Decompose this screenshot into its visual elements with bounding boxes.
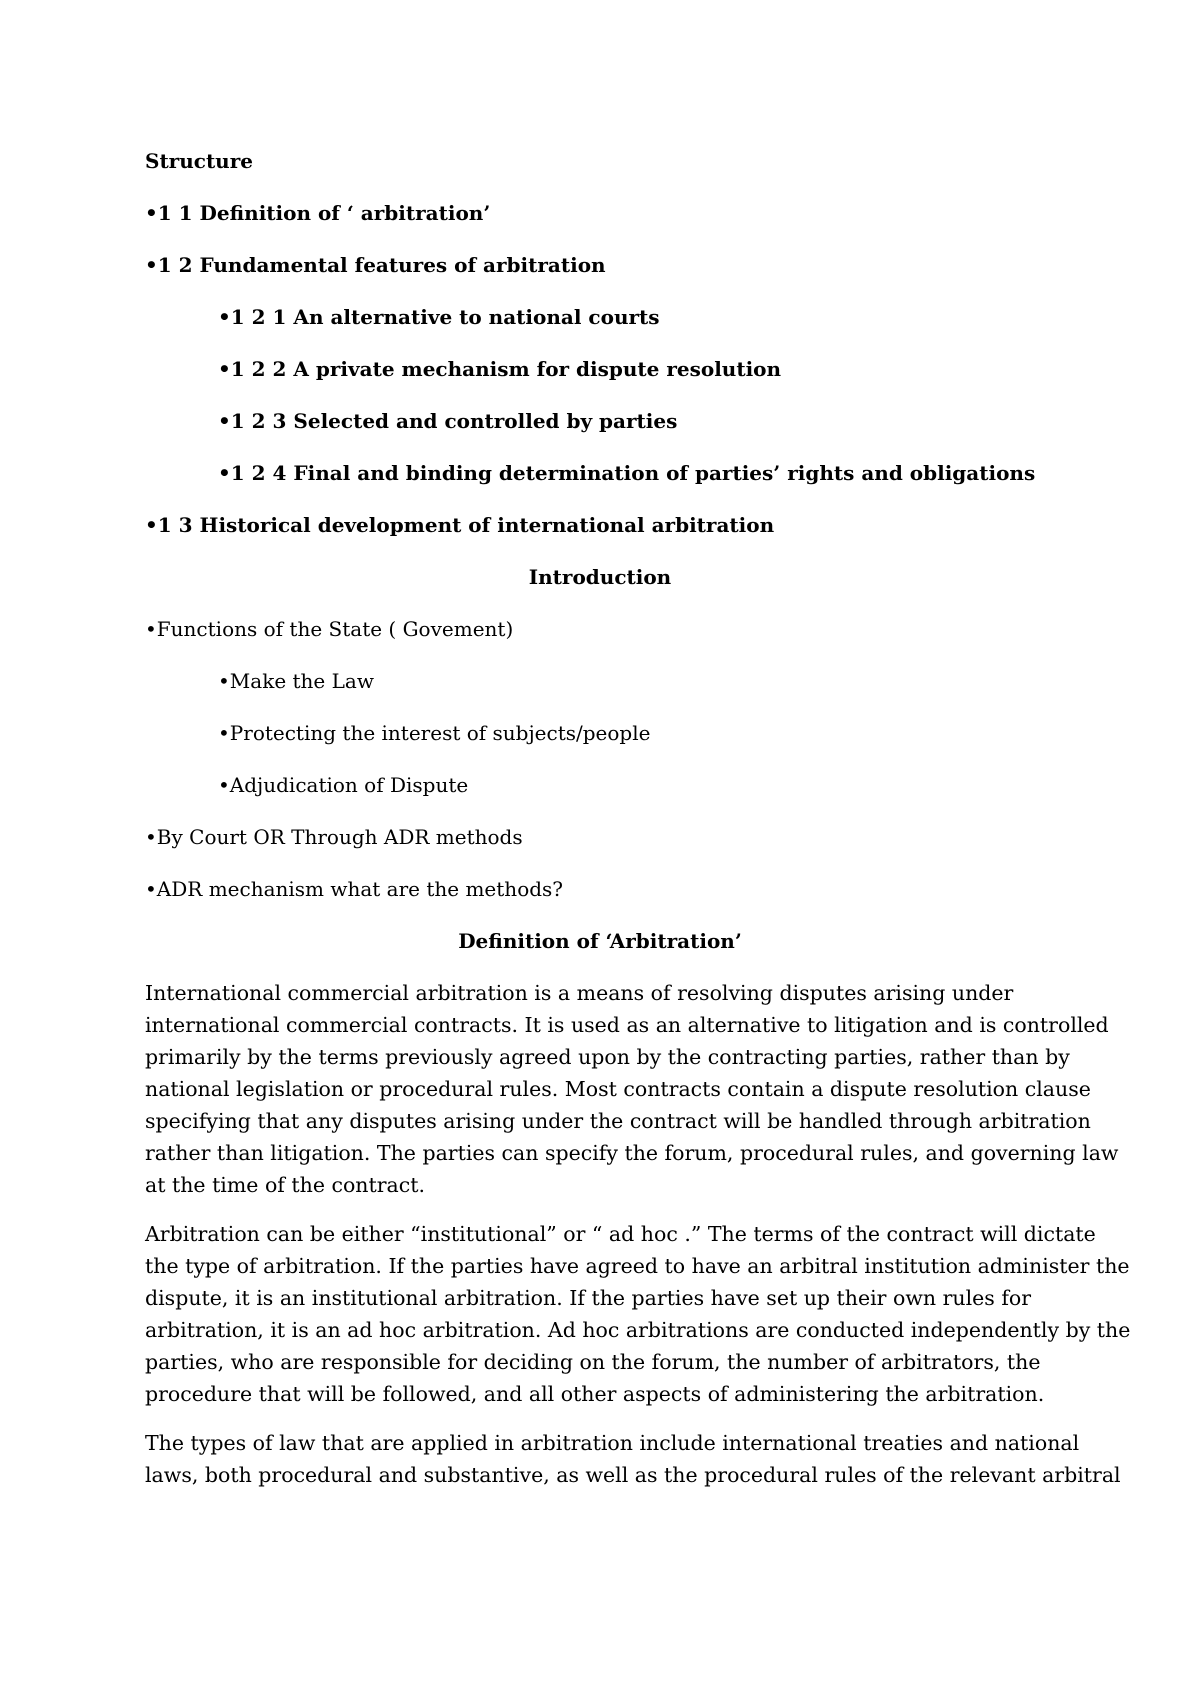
paragraph-line: Arbitration can be either “institutional” or “ ad hoc .” The terms of the contract will dictate bbox=[145, 1222, 1096, 1246]
paragraph-line: specifying that any disputes arising under the contract will be handled through arbitration bbox=[145, 1109, 1091, 1133]
paragraph-line: procedure that will be followed, and all other aspects of administering the arbitration. bbox=[145, 1382, 1045, 1406]
introduction-subitem: •Make the Law bbox=[218, 669, 374, 693]
introduction-item: •Functions of the State ( Govement) bbox=[145, 617, 514, 641]
structure-subitem: •1 2 1 An alternative to national courts bbox=[218, 305, 660, 329]
introduction-subitem: •Adjudication of Dispute bbox=[218, 773, 469, 797]
introduction-item: •ADR mechanism what are the methods? bbox=[145, 877, 564, 901]
structure-item: •1 2 Fundamental features of arbitration bbox=[145, 253, 606, 277]
definition-paragraph-3 bbox=[145, 1427, 1121, 1491]
definition-paragraph-2 bbox=[145, 1218, 1131, 1410]
paragraph-line: The types of law that are applied in arbitration include international treaties and national bbox=[145, 1431, 1080, 1455]
definition-heading: Definition of ‘Arbitration’ bbox=[458, 929, 742, 953]
paragraph-line: arbitration, it is an ad hoc arbitration. Ad hoc arbitrations are conducted independently by the bbox=[145, 1318, 1131, 1342]
paragraph-line: rather than litigation. The parties can specify the forum, procedural rules, and governing law bbox=[145, 1141, 1119, 1165]
structure-subitem: •1 2 4 Final and binding determination of parties’ rights and obligations bbox=[218, 461, 1036, 485]
structure-item: •1 1 Definition of ‘ arbitration’ bbox=[145, 201, 491, 225]
paragraph-line: parties, who are responsible for deciding on the forum, the number of arbitrators, the bbox=[145, 1350, 1041, 1374]
paragraph-line: laws, both procedural and substantive, as well as the procedural rules of the relevant arbitral bbox=[145, 1463, 1121, 1487]
definition-paragraph-1 bbox=[145, 977, 1119, 1201]
paragraph-line: primarily by the terms previously agreed upon by the contracting parties, rather than by bbox=[145, 1045, 1070, 1069]
structure-item: •1 3 Historical development of international arbitration bbox=[145, 513, 775, 537]
structure-subitem: •1 2 3 Selected and controlled by parties bbox=[218, 409, 678, 433]
paragraph-line: at the time of the contract. bbox=[145, 1173, 426, 1197]
paragraph-line: International commercial arbitration is a means of resolving disputes arising under bbox=[145, 981, 1014, 1005]
introduction-subitem: •Protecting the interest of subjects/people bbox=[218, 721, 651, 745]
paragraph-line: international commercial contracts. It is used as an alternative to litigation and is controlled bbox=[145, 1013, 1109, 1037]
structure-heading: Structure bbox=[145, 149, 253, 173]
paragraph-line: dispute, it is an institutional arbitration. If the parties have set up their own rules for bbox=[145, 1286, 1032, 1310]
introduction-item: •By Court OR Through ADR methods bbox=[145, 825, 523, 849]
introduction-heading: Introduction bbox=[528, 565, 672, 589]
paragraph-line: the type of arbitration. If the parties have agreed to have an arbitral institution administer the bbox=[145, 1254, 1130, 1278]
paragraph-line: national legislation or procedural rules. Most contracts contain a dispute resolution clause bbox=[145, 1077, 1091, 1101]
structure-subitem: •1 2 2 A private mechanism for dispute resolution bbox=[218, 357, 782, 381]
